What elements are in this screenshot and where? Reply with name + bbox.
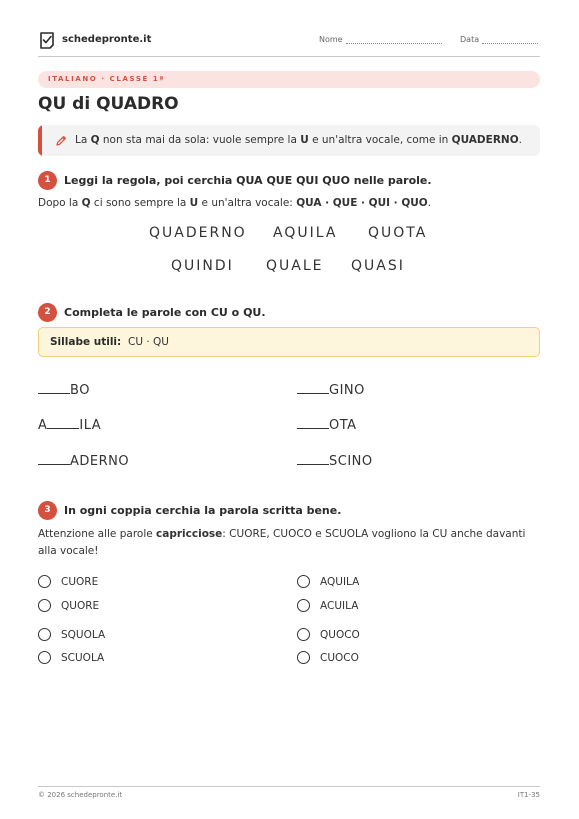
radio-circle[interactable] [297, 628, 310, 641]
section-number-badge: 2 [38, 303, 57, 322]
answer-blank[interactable] [47, 417, 79, 429]
option-label: CUOCO [320, 652, 359, 664]
section-title: Completa le parole con CU o QU. [64, 306, 266, 319]
answer-blank[interactable] [297, 382, 329, 394]
callout-text: La Q non sta mai da sola: vuole sempre la U e un'altra vocale, come in QUADERNO. [75, 134, 522, 146]
page-title: QU di QUADRO [38, 94, 179, 114]
syllables-value: CU · QU [128, 336, 169, 348]
answer-blank[interactable] [297, 453, 329, 465]
subject-label: ITALIANO · CLASSE 1ª [48, 75, 165, 83]
answer-blank[interactable] [38, 382, 70, 394]
word-to-circle[interactable]: AQUILA [273, 225, 338, 241]
fill-in-word[interactable]: OTA [297, 417, 357, 433]
fill-in-word[interactable]: BO [38, 382, 90, 398]
section-title: In ogni coppia cerchia la parola scritta bene. [64, 504, 342, 517]
fill-in-word[interactable]: A ILA [38, 418, 102, 433]
option-label: CUORE [61, 576, 99, 588]
option-label: SQUOLA [61, 629, 106, 641]
radio-circle[interactable] [297, 575, 310, 588]
radio-circle[interactable] [38, 599, 51, 612]
date-label: Data [460, 35, 480, 44]
radio-circle[interactable] [38, 628, 51, 641]
footer-code: IT1-35 [517, 791, 540, 799]
fill-in-word[interactable]: ADERNO [38, 453, 129, 469]
option-label: AQUILA [320, 576, 360, 588]
word-to-circle[interactable]: QUALE [266, 258, 324, 274]
word-to-circle[interactable]: QUOTA [368, 225, 428, 241]
syllables-label: Sillabe utili: [50, 336, 122, 348]
date-field[interactable] [460, 35, 538, 44]
answer-blank[interactable] [297, 417, 329, 429]
fill-in-word[interactable]: SCINO [297, 453, 373, 469]
rule-callout [38, 125, 540, 156]
brand-name: schedepronte.it [62, 34, 152, 45]
footer-divider [38, 786, 540, 787]
option-label: ACUILA [320, 600, 359, 612]
radio-circle[interactable] [297, 651, 310, 664]
syllables-box [38, 327, 540, 357]
subject-banner [38, 71, 540, 88]
name-field[interactable] [319, 35, 442, 44]
section-number-badge: 1 [38, 171, 57, 190]
checkbox-logo-icon [38, 31, 56, 49]
name-label: Nome [319, 35, 343, 44]
word-to-circle[interactable]: QUASI [351, 258, 405, 274]
option-label: QUORE [61, 600, 100, 612]
radio-circle[interactable] [38, 651, 51, 664]
radio-circle[interactable] [297, 599, 310, 612]
radio-circle[interactable] [38, 575, 51, 588]
callout-accent-bar [38, 125, 42, 156]
footer-copyright: © 2026 schedepronte.it [38, 791, 123, 799]
pencil-icon [55, 135, 67, 147]
header-divider [38, 56, 540, 57]
option-label: QUOCO [320, 629, 360, 641]
answer-blank[interactable] [38, 453, 70, 465]
section-title: Leggi la regola, poi cerchia QUA QUE QUI QUO nelle parole. [64, 174, 432, 187]
word-to-circle[interactable]: QUINDI [171, 258, 234, 274]
worksheet-page [38, 0, 540, 819]
fill-in-word[interactable]: GINO [297, 382, 365, 398]
option-label: SCUOLA [61, 652, 105, 664]
section-1-rule: Dopo la Q ci sono sempre la U e un'altra vocale: QUA · QUE · QUI · QUO. [38, 197, 432, 209]
page-header [38, 30, 540, 52]
name-line [346, 35, 442, 44]
date-line [482, 35, 538, 44]
section-3-instructions: Attenzione alle parole capricciose: CUORE, CUOCO e SCUOLA vogliono la CU anche davanti alla vocale! [38, 528, 526, 557]
section-number-badge: 3 [38, 501, 57, 520]
word-to-circle[interactable]: QUADERNO [149, 225, 247, 241]
